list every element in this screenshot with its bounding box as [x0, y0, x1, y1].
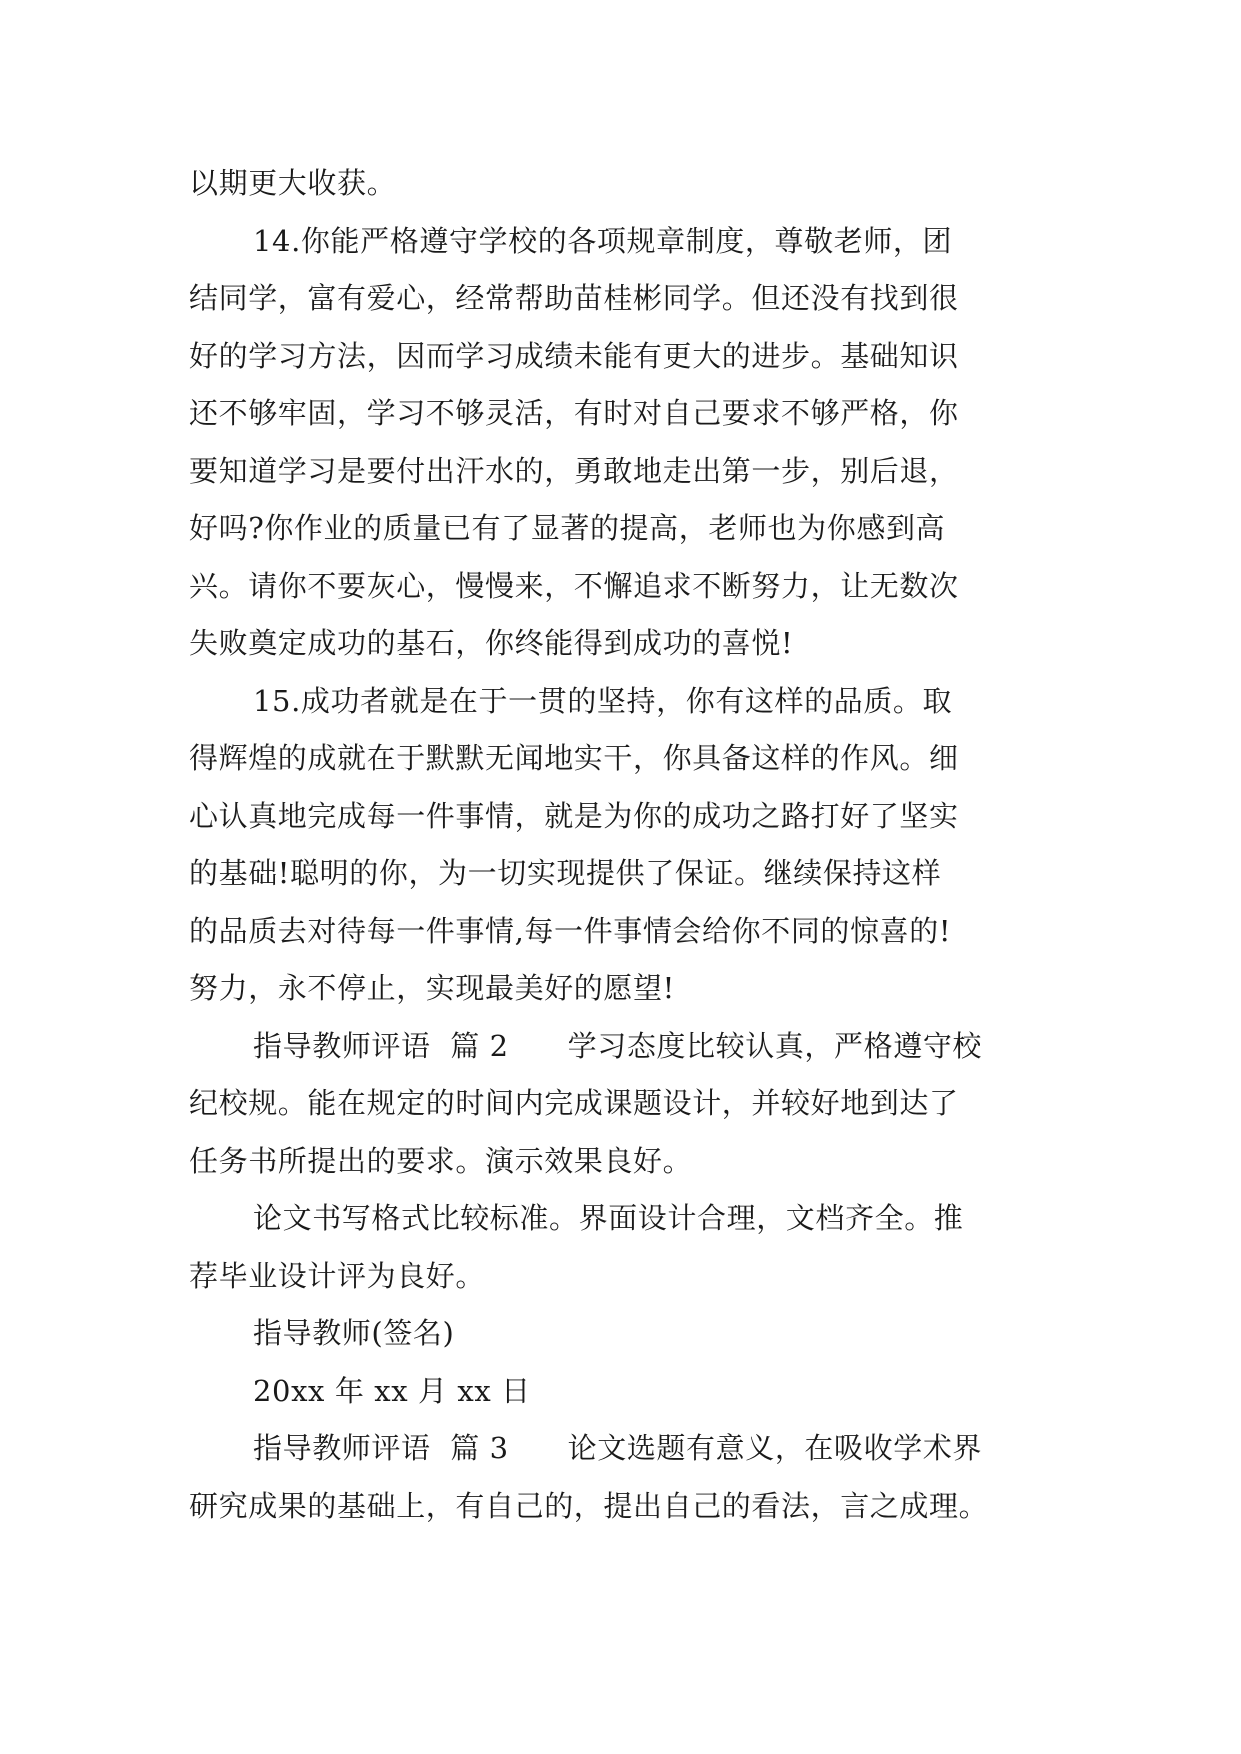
text-line: 心认真地完成每一件事情，就是为你的成功之路打好了坚实 — [189, 798, 959, 833]
text-line: 任务书所提出的要求。演示效果良好。 — [189, 1143, 693, 1178]
date-line: 20xx 年 xx 月 xx 日 — [253, 1373, 531, 1408]
text-line: 以期更大收获。 — [189, 166, 397, 200]
text-line: 的基础!聪明的你，为一切实现提供了保证。继续保持这样 — [189, 856, 942, 890]
text-line: 失败奠定成功的基石，你终能得到成功的喜悦! — [189, 626, 794, 660]
section-heading-line: 指导教师评语 篇 3 论文选题有意义，在吸收学术界 — [253, 1431, 983, 1465]
text-line: 纪校规。能在规定的时间内完成课题设计，并较好地到达了 — [189, 1086, 959, 1120]
text-line: 得辉煌的成就在于默默无闻地实干，你具备这样的作风。细 — [189, 741, 959, 775]
text-line: 好的学习方法，因而学习成绩未能有更大的进步。基础知识 — [189, 338, 959, 373]
section-heading-line: 指导教师评语 篇 2 学习态度比较认真，严格遵守校 — [253, 1028, 983, 1063]
text-line: 研究成果的基础上，有自己的，提出自己的看法，言之成理。 — [189, 1488, 989, 1523]
text-line: 兴。请你不要灰心，慢慢来，不懈追求不断努力，让无数次 — [189, 568, 959, 603]
text-line: 14.你能严格遵守学校的各项规章制度，尊敬老师，团 — [253, 223, 953, 258]
text-line: 还不够牢固，学习不够灵活，有时对自己要求不够严格，你 — [189, 396, 959, 430]
text-line: 的品质去对待每一件事情,每一件事情会给你不同的惊喜的! — [189, 913, 952, 948]
text-line: 努力，永不停止，实现最美好的愿望! — [189, 971, 675, 1005]
text-line: 论文书写格式比较标准。界面设计合理，文档齐全。推 — [253, 1201, 964, 1235]
text-line: 结同学，富有爱心，经常帮助苗桂彬同学。但还没有找到很 — [189, 281, 959, 315]
signature-label: 指导教师(签名) — [253, 1316, 455, 1350]
document-body — [189, 155, 1059, 1535]
text-line: 好吗?你作业的质量已有了显著的提高，老师也为你感到高 — [189, 511, 946, 545]
text-line: 要知道学习是要付出汗水的，勇敢地走出第一步，别后退， — [189, 453, 959, 488]
text-line: 15.成功者就是在于一贯的坚持，你有这样的品质。取 — [253, 683, 953, 718]
text-line: 荐毕业设计评为良好。 — [189, 1258, 486, 1293]
